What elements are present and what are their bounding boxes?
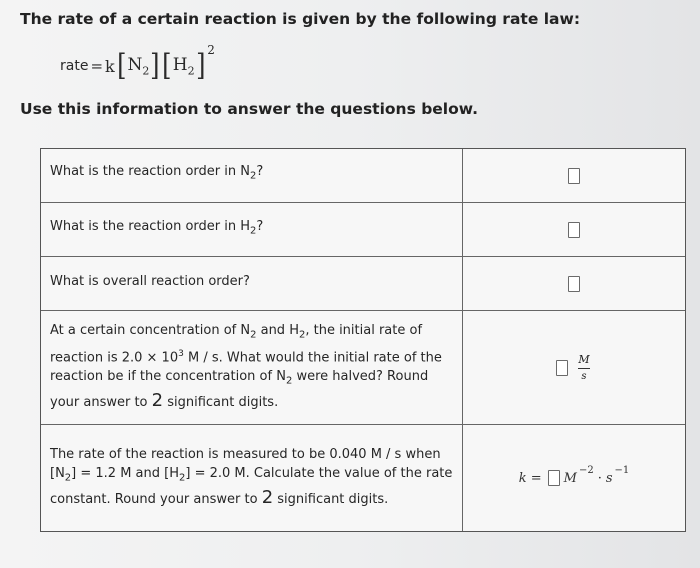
exponent-h2: 2	[207, 43, 215, 57]
question-cell	[41, 203, 463, 256]
question-q2: What is the reaction order in $H_2$?	[50, 219, 264, 237]
species-n2: $N_2$	[127, 54, 150, 78]
table-row-q4	[41, 311, 685, 425]
answer-input-q1[interactable]	[568, 168, 580, 184]
question-cell	[41, 311, 463, 424]
table-row-q5	[41, 425, 685, 531]
question-cell	[41, 425, 463, 531]
bracket-open-2: [	[162, 48, 172, 83]
rate-constant-expression	[518, 464, 630, 486]
species-h2: $H_2$	[172, 54, 195, 78]
unit-denominator: s	[581, 371, 587, 382]
unit-numerator: M	[578, 353, 590, 366]
bracket-open-1: [	[116, 48, 127, 83]
equals-sign: =	[90, 57, 104, 75]
question-q5: The rate of the reaction is measured to be 0.040 M / s when $[N_2] = 1.2$ M and $[H_2] = 2.0$ M. Calculate the value of the rate constant. Round your answer to 2 significant digits.	[50, 447, 453, 508]
question-q1: What is the reaction order in $N_2$?	[50, 164, 264, 182]
instruction-text: Use this information to answer the questions below.	[20, 100, 478, 118]
question-cell	[41, 257, 463, 310]
answer-input-q2[interactable]	[568, 222, 580, 238]
answer-cell	[463, 149, 685, 202]
k-label: k =	[518, 470, 542, 486]
unit-s: s	[605, 470, 613, 486]
question-q4: At a certain concentration of $N_2$ and $H_2$, the initial rate of reaction is $2.0 \times 10^3$ M / s. What would the initial rate of the reaction be if the concentration of $N_2$ were halved? Round your answer to 2 significant digits.	[50, 323, 442, 411]
answer-input-q5[interactable]	[548, 470, 560, 486]
answer-cell	[463, 257, 685, 310]
unit-m: M	[563, 470, 577, 486]
question-cell	[41, 149, 463, 202]
rate-constant-symbol: k	[105, 56, 115, 76]
answer-input-q4[interactable]	[556, 360, 568, 376]
answer-cell	[463, 425, 685, 531]
rate-word: rate	[60, 58, 89, 74]
table-row-q2	[41, 203, 685, 257]
dot-operator: ·	[597, 470, 602, 486]
fraction-bar	[578, 368, 590, 369]
question-table	[40, 148, 686, 532]
unit-m-per-s	[576, 353, 591, 382]
exponent-m: −2	[578, 464, 594, 476]
exponent-s: −1	[614, 464, 630, 476]
intro-text: The rate of a certain reaction is given by the following rate law:	[20, 10, 581, 28]
table-row-q3	[41, 257, 685, 311]
answer-cell	[463, 311, 685, 424]
bracket-close-1: ]	[150, 48, 160, 83]
answer-cell	[463, 203, 685, 256]
bracket-close-2: ]	[195, 48, 206, 83]
rate-law-equation	[60, 43, 215, 86]
question-q3: What is overall reaction order?	[50, 274, 250, 289]
answer-input-q3[interactable]	[568, 276, 580, 292]
table-row-q1	[41, 149, 685, 203]
